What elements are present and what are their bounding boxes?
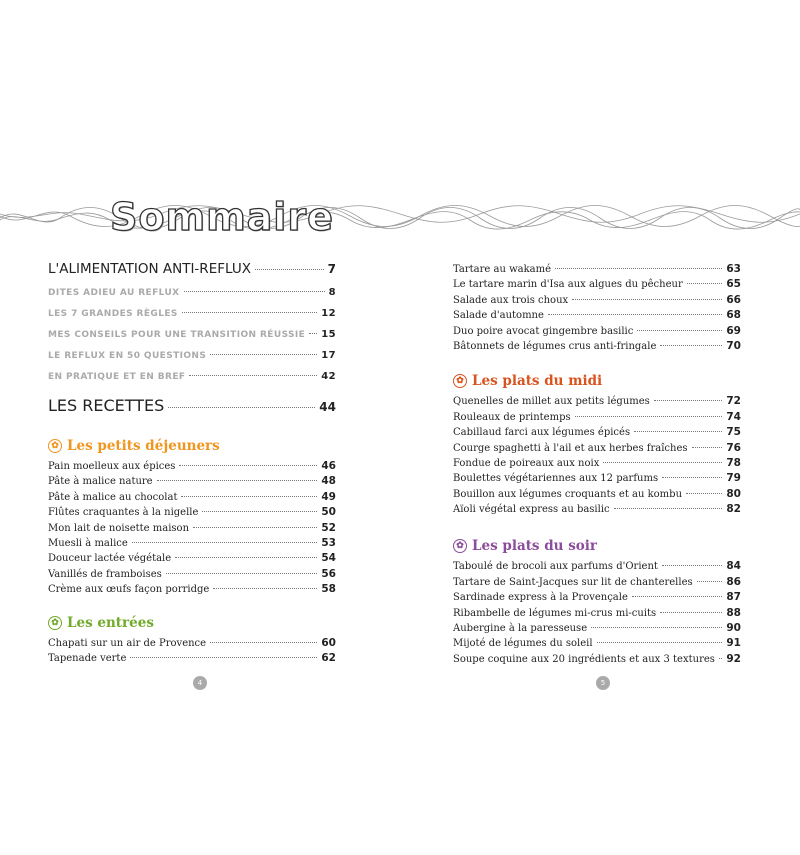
dot-leader bbox=[634, 431, 722, 432]
page-number-right: 5 bbox=[596, 676, 610, 690]
page-ref: 88 bbox=[726, 606, 741, 619]
recipe-list-starters bbox=[48, 636, 336, 667]
dot-leader bbox=[255, 269, 324, 270]
category-title: Les plats du midi bbox=[472, 373, 603, 390]
right-column bbox=[453, 262, 741, 667]
entry-label: Courge spaghetti à l'ail et aux herbes fraîches bbox=[453, 442, 688, 454]
recipe-entry[interactable] bbox=[453, 487, 741, 502]
entry-label: Rouleaux de printemps bbox=[453, 411, 571, 423]
page-ref: 50 bbox=[321, 506, 336, 519]
dot-leader bbox=[181, 496, 317, 497]
entry-label: Tartare au wakamé bbox=[453, 264, 552, 275]
dot-leader bbox=[662, 565, 722, 566]
page-ref: 54 bbox=[321, 552, 336, 565]
page-title: Sommaire bbox=[110, 195, 334, 239]
page-ref: 70 bbox=[726, 339, 741, 352]
page-ref: 49 bbox=[321, 490, 336, 503]
recipe-entry[interactable] bbox=[453, 293, 741, 308]
entry-label: Mijoté de légumes du soleil bbox=[453, 638, 593, 650]
recipe-entry[interactable] bbox=[48, 474, 336, 489]
entry-label: Sardinade express à la Provençale bbox=[453, 592, 628, 604]
recipe-entry[interactable] bbox=[453, 575, 741, 590]
category-dinner-heading bbox=[453, 535, 741, 557]
page-ref: 12 bbox=[321, 308, 336, 319]
page-ref: 66 bbox=[726, 293, 741, 306]
page-ref: 58 bbox=[321, 583, 336, 596]
recipe-entry[interactable] bbox=[453, 425, 741, 440]
dot-leader bbox=[168, 407, 315, 408]
page-ref: 82 bbox=[726, 503, 741, 516]
page-ref: 15 bbox=[321, 329, 336, 340]
category-breakfast-heading bbox=[48, 435, 336, 457]
entry-label: Douceur lactée végétale bbox=[48, 553, 172, 565]
entry-label: Duo poire avocat gingembre basilic bbox=[453, 325, 634, 337]
entry-label: Pâte à malice au chocolat bbox=[48, 491, 178, 503]
dot-leader bbox=[157, 480, 318, 481]
recipe-entry[interactable] bbox=[453, 502, 741, 517]
dot-leader bbox=[575, 416, 723, 417]
recipe-entry[interactable] bbox=[48, 567, 336, 582]
dot-leader bbox=[548, 314, 722, 315]
recipe-entry[interactable] bbox=[453, 339, 741, 354]
page-ref: 90 bbox=[726, 622, 741, 635]
page-ref: 7 bbox=[327, 262, 336, 276]
dot-leader bbox=[210, 642, 317, 643]
toc-subsection-row[interactable] bbox=[48, 282, 336, 303]
leaf-logo-icon: ✿ bbox=[48, 616, 62, 630]
entry-label: Fondue de poireaux aux noix bbox=[453, 457, 600, 469]
page-ref: 84 bbox=[726, 560, 741, 573]
recipe-list-breakfast bbox=[48, 459, 336, 598]
entry-label: Muesli à malice bbox=[48, 537, 128, 549]
page-ref: 53 bbox=[321, 536, 336, 549]
entry-label: Mon lait de noisette maison bbox=[48, 522, 190, 534]
recipe-entry[interactable] bbox=[453, 590, 741, 605]
category-starters-heading bbox=[48, 612, 336, 634]
page-ref: 52 bbox=[321, 521, 336, 534]
dot-leader bbox=[660, 345, 722, 346]
dot-leader bbox=[597, 642, 723, 643]
page-ref: 56 bbox=[321, 567, 336, 580]
toc-subsection-row[interactable] bbox=[48, 366, 336, 387]
page-ref: 42 bbox=[321, 371, 336, 382]
toc-subsection-row[interactable] bbox=[48, 345, 336, 366]
dot-leader bbox=[555, 268, 722, 269]
dot-leader bbox=[213, 588, 317, 589]
recipe-entry[interactable] bbox=[453, 606, 741, 621]
entry-label: Tartare de Saint-Jacques sur lit de chanterelles bbox=[453, 576, 693, 588]
entry-label: MES CONSEILS POUR UNE TRANSITION RÉUSSIE bbox=[48, 330, 306, 340]
leaf-logo-icon: ✿ bbox=[48, 439, 62, 453]
page-ref: 62 bbox=[321, 651, 336, 664]
dot-leader bbox=[637, 330, 722, 331]
page-ref: 72 bbox=[726, 395, 741, 408]
dot-leader bbox=[660, 612, 722, 613]
recipe-entry[interactable] bbox=[453, 262, 741, 277]
leaf-logo-icon: ✿ bbox=[453, 374, 467, 388]
page-ref: 8 bbox=[328, 287, 336, 298]
entry-label: Boulettes végétariennes aux 12 parfums bbox=[453, 473, 659, 485]
toc-part-row[interactable] bbox=[48, 391, 336, 421]
dot-leader bbox=[309, 333, 317, 334]
entry-label: Cabillaud farci aux légumes épicés bbox=[453, 427, 631, 439]
recipe-entry[interactable] bbox=[48, 521, 336, 536]
dot-leader bbox=[654, 400, 723, 401]
dot-leader bbox=[189, 375, 317, 376]
recipe-list-lunch bbox=[453, 394, 741, 517]
entry-label: Pâte à malice nature bbox=[48, 476, 153, 488]
entry-label: Soupe coquine aux 20 ingrédients et aux 3 textures bbox=[453, 653, 715, 665]
dot-leader bbox=[179, 465, 317, 466]
dot-leader bbox=[591, 627, 722, 628]
dot-leader bbox=[210, 354, 317, 355]
entry-label: DITES ADIEU AU REFLUX bbox=[48, 288, 180, 298]
entry-label: Taboulé de brocoli aux parfums d'Orient bbox=[453, 561, 658, 573]
entry-label: Salade aux trois choux bbox=[453, 294, 569, 306]
dot-leader bbox=[687, 283, 723, 284]
page-ref: 68 bbox=[726, 309, 741, 322]
dot-leader bbox=[184, 291, 325, 292]
page-ref: 69 bbox=[726, 324, 741, 337]
recipe-entry[interactable] bbox=[48, 490, 336, 505]
entry-label: Flûtes craquantes à la nigelle bbox=[48, 507, 199, 519]
recipe-entry[interactable] bbox=[453, 308, 741, 323]
dot-leader bbox=[692, 447, 723, 448]
recipe-entry[interactable] bbox=[48, 551, 336, 566]
entry-label: Vanillés de framboises bbox=[48, 568, 162, 580]
entry-label: Chapati sur un air de Provence bbox=[48, 637, 207, 649]
toc-part-label: L'ALIMENTATION ANTI-REFLUX bbox=[48, 261, 251, 277]
recipe-entry[interactable] bbox=[48, 582, 336, 597]
dot-leader bbox=[572, 299, 722, 300]
recipe-entry[interactable] bbox=[48, 536, 336, 551]
entry-label: Bâtonnets de légumes crus anti-fringale bbox=[453, 340, 657, 352]
leaf-logo-icon: ✿ bbox=[453, 539, 467, 553]
page-ref: 46 bbox=[321, 460, 336, 472]
page-number-left: 4 bbox=[193, 676, 207, 690]
recipe-entry[interactable] bbox=[48, 459, 336, 474]
category-lunch-heading bbox=[453, 370, 741, 392]
entry-label: Ribambelle de légumes mi-crus mi-cuits bbox=[453, 607, 657, 619]
entry-label: Aïoli végétal express au basilic bbox=[453, 504, 610, 516]
entry-label: LE REFLUX EN 50 QUESTIONS bbox=[48, 351, 207, 361]
recipe-entry[interactable] bbox=[453, 394, 741, 409]
page-ref: 87 bbox=[726, 591, 741, 604]
dot-leader bbox=[130, 657, 317, 658]
toc-subsection-row[interactable] bbox=[48, 324, 336, 345]
page-ref: 92 bbox=[726, 652, 741, 665]
page-ref: 60 bbox=[321, 636, 336, 649]
dot-leader bbox=[614, 508, 723, 509]
dot-leader bbox=[603, 462, 722, 463]
recipe-entry[interactable] bbox=[48, 636, 336, 651]
page-ref: 79 bbox=[726, 472, 741, 485]
recipe-entry[interactable] bbox=[453, 471, 741, 486]
recipe-entry[interactable] bbox=[453, 410, 741, 425]
recipe-entry[interactable] bbox=[453, 441, 741, 456]
entry-label: Le tartare marin d'Isa aux algues du pêcheur bbox=[453, 279, 683, 291]
recipe-entry[interactable] bbox=[453, 652, 741, 667]
entry-label: Quenelles de millet aux petits légumes bbox=[453, 396, 650, 408]
page-ref: 63 bbox=[726, 263, 741, 275]
dot-leader bbox=[697, 581, 723, 582]
dot-leader bbox=[166, 573, 318, 574]
category-title: Les entrées bbox=[67, 614, 154, 631]
page-ref: 17 bbox=[321, 350, 336, 361]
page-ref: 78 bbox=[726, 456, 741, 469]
toc-part-label: LES RECETTES bbox=[48, 396, 165, 415]
dot-leader bbox=[175, 557, 317, 558]
page-ref: 91 bbox=[726, 637, 741, 650]
recipe-entry[interactable] bbox=[453, 621, 741, 636]
recipe-list-starters-continued bbox=[453, 262, 741, 354]
recipe-entry[interactable] bbox=[453, 456, 741, 471]
toc-subsection-row[interactable] bbox=[48, 303, 336, 324]
dot-leader bbox=[719, 658, 722, 659]
category-title: Les petits déjeuners bbox=[67, 438, 220, 454]
toc-part-row[interactable] bbox=[48, 256, 336, 282]
recipe-list-dinner bbox=[453, 559, 741, 667]
dot-leader bbox=[182, 312, 318, 313]
page-ref: 75 bbox=[726, 426, 741, 439]
dot-leader bbox=[686, 493, 722, 494]
dot-leader bbox=[662, 477, 722, 478]
entry-label: Salade d'automne bbox=[453, 310, 544, 322]
entry-label: Tapenade verte bbox=[48, 652, 127, 664]
page-ref: 65 bbox=[726, 278, 741, 291]
recipe-entry[interactable] bbox=[48, 505, 336, 520]
page-ref: 74 bbox=[726, 410, 741, 423]
dot-leader bbox=[202, 511, 317, 512]
toc-subsection-list bbox=[48, 282, 336, 387]
entry-label: LES 7 GRANDES RÈGLES bbox=[48, 309, 178, 319]
recipe-entry[interactable] bbox=[453, 277, 741, 292]
entry-label: Aubergine à la paresseuse bbox=[453, 623, 588, 635]
page-ref: 44 bbox=[319, 400, 336, 414]
entry-label: Bouillon aux légumes croquants et au kombu bbox=[453, 488, 683, 500]
entry-label: Pain moelleux aux épices bbox=[48, 461, 176, 472]
page-ref: 48 bbox=[321, 475, 336, 488]
dot-leader bbox=[632, 596, 722, 597]
category-title: Les plats du soir bbox=[472, 538, 598, 555]
recipe-entry[interactable] bbox=[453, 636, 741, 651]
recipe-entry[interactable] bbox=[453, 559, 741, 574]
left-column bbox=[48, 256, 336, 666]
page-ref: 76 bbox=[726, 441, 741, 454]
recipe-entry[interactable] bbox=[48, 651, 336, 666]
page-ref: 86 bbox=[726, 575, 741, 588]
page-ref: 80 bbox=[726, 487, 741, 500]
entry-label: EN PRATIQUE ET EN BREF bbox=[48, 372, 186, 382]
dot-leader bbox=[193, 527, 317, 528]
dot-leader bbox=[132, 542, 318, 543]
recipe-entry[interactable] bbox=[453, 324, 741, 339]
entry-label: Crème aux œufs façon porridge bbox=[48, 584, 210, 596]
